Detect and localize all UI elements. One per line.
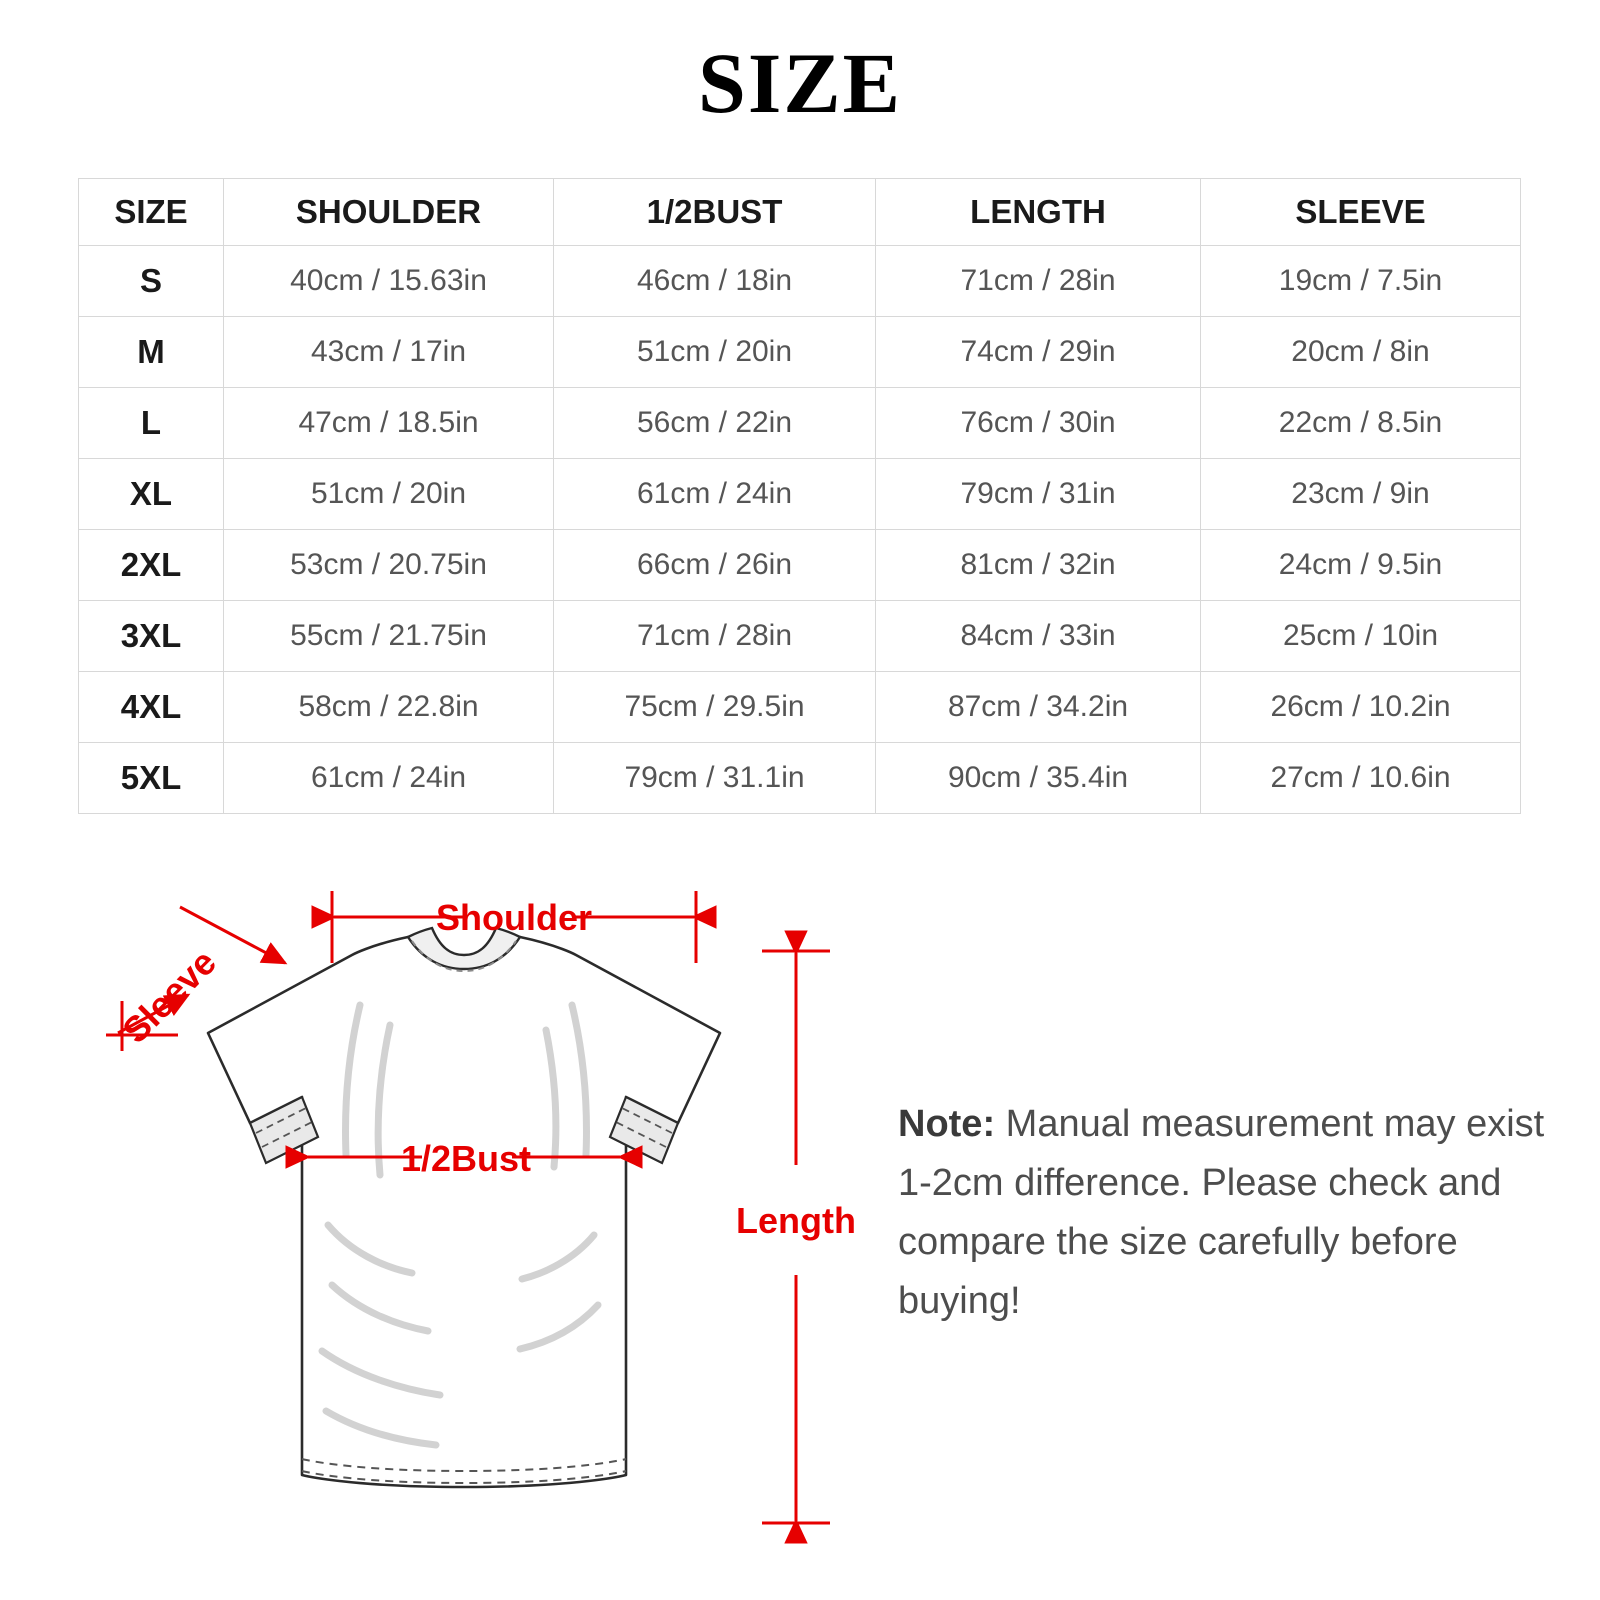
label-shoulder: Shoulder xyxy=(435,897,593,938)
cell-size: 4XL xyxy=(79,672,224,743)
label-bust: 1/2Bust xyxy=(400,1138,532,1179)
cell-size: S xyxy=(79,246,224,317)
cell-bust: 71cm / 28in xyxy=(554,601,876,672)
size-chart-table xyxy=(78,178,1521,814)
cell-size: XL xyxy=(79,459,224,530)
table-row xyxy=(79,459,1521,530)
table-row xyxy=(79,317,1521,388)
table-row xyxy=(79,601,1521,672)
cell-length: 90cm / 35.4in xyxy=(876,743,1201,814)
cell-bust: 61cm / 24in xyxy=(554,459,876,530)
cell-shoulder: 61cm / 24in xyxy=(224,743,554,814)
cell-size: 5XL xyxy=(79,743,224,814)
label-length: Length xyxy=(736,1200,856,1241)
cell-bust: 46cm / 18in xyxy=(554,246,876,317)
cell-sleeve: 24cm / 9.5in xyxy=(1201,530,1521,601)
note-text: Manual measurement may exist 1-2cm difference. Please check and compare the size carefully before buying! xyxy=(898,1103,1545,1322)
cell-bust: 51cm / 20in xyxy=(554,317,876,388)
table-row xyxy=(79,743,1521,814)
cell-shoulder: 58cm / 22.8in xyxy=(224,672,554,743)
cell-sleeve: 26cm / 10.2in xyxy=(1201,672,1521,743)
cell-size: M xyxy=(79,317,224,388)
cell-shoulder: 47cm / 18.5in xyxy=(224,388,554,459)
cell-sleeve: 20cm / 8in xyxy=(1201,317,1521,388)
cell-bust: 75cm / 29.5in xyxy=(554,672,876,743)
cell-sleeve: 23cm / 9in xyxy=(1201,459,1521,530)
table-header-row xyxy=(79,179,1521,246)
column-header-shoulder: SHOULDER xyxy=(224,179,554,246)
cell-shoulder: 51cm / 20in xyxy=(224,459,554,530)
tshirt-measurement-diagram xyxy=(60,855,860,1555)
cell-length: 84cm / 33in xyxy=(876,601,1201,672)
page-title: SIZE xyxy=(697,35,903,131)
cell-length: 79cm / 31in xyxy=(876,459,1201,530)
cell-size: L xyxy=(79,388,224,459)
cell-shoulder: 40cm / 15.63in xyxy=(224,246,554,317)
cell-sleeve: 19cm / 7.5in xyxy=(1201,246,1521,317)
cell-sleeve: 25cm / 10in xyxy=(1201,601,1521,672)
cell-sleeve: 27cm / 10.6in xyxy=(1201,743,1521,814)
cell-length: 81cm / 32in xyxy=(876,530,1201,601)
cell-length: 71cm / 28in xyxy=(876,246,1201,317)
label-sleeve: Sleeve xyxy=(114,941,225,1052)
cell-shoulder: 43cm / 17in xyxy=(224,317,554,388)
cell-bust: 66cm / 26in xyxy=(554,530,876,601)
column-header-bust: 1/2BUST xyxy=(554,179,876,246)
table-row xyxy=(79,388,1521,459)
cell-sleeve: 22cm / 8.5in xyxy=(1201,388,1521,459)
note-prefix: Note: xyxy=(898,1103,996,1145)
cell-shoulder: 55cm / 21.75in xyxy=(224,601,554,672)
cell-bust: 79cm / 31.1in xyxy=(554,743,876,814)
table-row xyxy=(79,530,1521,601)
table-row xyxy=(79,672,1521,743)
column-header-size: SIZE xyxy=(79,179,224,246)
cell-length: 74cm / 29in xyxy=(876,317,1201,388)
cell-shoulder: 53cm / 20.75in xyxy=(224,530,554,601)
cell-size: 3XL xyxy=(79,601,224,672)
cell-length: 87cm / 34.2in xyxy=(876,672,1201,743)
cell-bust: 56cm / 22in xyxy=(554,388,876,459)
measurement-note xyxy=(898,1095,1558,1331)
cell-size: 2XL xyxy=(79,530,224,601)
column-header-sleeve: SLEEVE xyxy=(1201,179,1521,246)
cell-length: 76cm / 30in xyxy=(876,388,1201,459)
table-row xyxy=(79,246,1521,317)
column-header-length: LENGTH xyxy=(876,179,1201,246)
